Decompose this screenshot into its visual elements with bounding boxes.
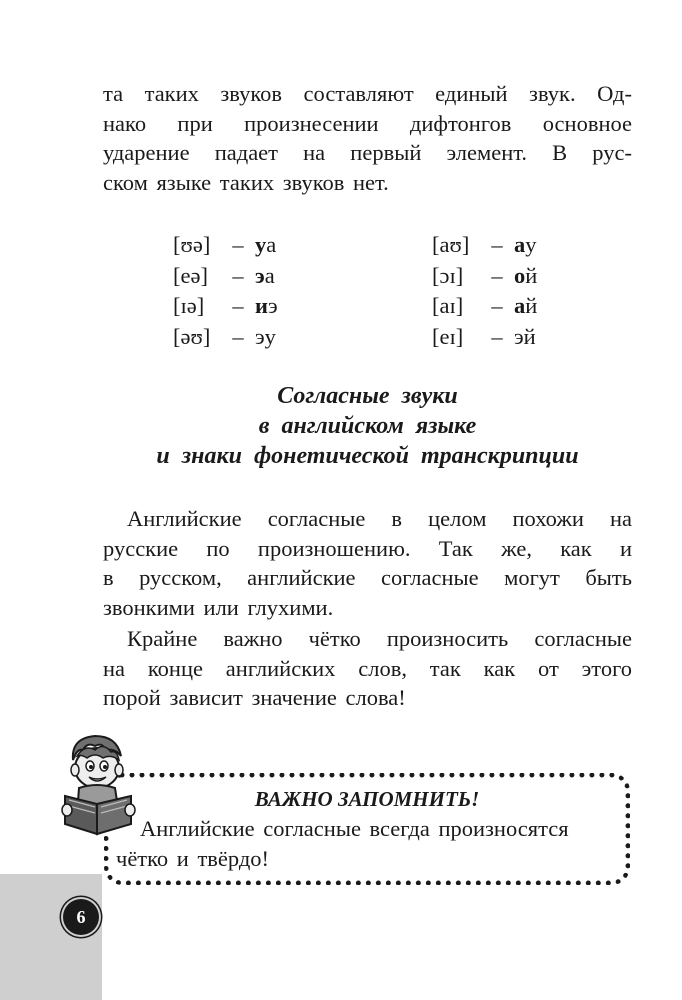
paragraph-diphthongs-end — [103, 79, 632, 197]
ipa-symbol: [ɔɪ] — [432, 262, 464, 288]
stressed-letter: о — [514, 262, 526, 288]
boy-reading-book-icon — [55, 730, 145, 840]
page-corner — [0, 874, 102, 1000]
diphthong-row — [173, 261, 278, 292]
unstressed-letters: й — [525, 293, 538, 318]
dash: – — [232, 293, 244, 318]
heading-line: Согласные звуки — [277, 383, 458, 409]
diphthong-row — [432, 291, 537, 322]
russian-equivalent — [255, 293, 278, 318]
unstressed-letters: й — [525, 262, 538, 288]
ipa-symbol: [eɪ] — [432, 323, 464, 349]
heading-line: в английском языке — [258, 413, 477, 439]
text-line: в русском, английские согласные могут быть — [103, 565, 632, 590]
stressed-letter: у — [255, 232, 267, 257]
diphthong-row — [173, 230, 278, 261]
diphthong-row — [432, 261, 537, 292]
dash: – — [491, 262, 503, 288]
diphthong-row — [173, 291, 278, 322]
stressed-letter: э — [255, 262, 265, 288]
paragraph-consonants — [103, 504, 632, 622]
text-line: та таких звуков составляют единый звук. Од- — [103, 81, 632, 106]
dash: – — [232, 262, 244, 288]
ipa-symbol: [ɪə] — [173, 293, 205, 318]
stressed-letter: а — [514, 293, 526, 318]
text-line: Английские согласные в целом похожи на — [127, 506, 632, 531]
dash: – — [491, 232, 503, 257]
dash: – — [232, 323, 244, 349]
unstressed-letters: а — [264, 262, 275, 288]
russian-equivalent — [514, 263, 537, 288]
diphthong-row — [432, 322, 537, 353]
text-line: звонкими или глухими. — [103, 594, 334, 620]
unstressed-letters: у — [525, 232, 537, 257]
text-line: Английские согласные всегда произносятся — [140, 816, 569, 841]
text-line: порой зависит значение слова! — [103, 685, 406, 710]
ipa-symbol: [eə] — [173, 262, 208, 288]
text-line: Крайне важно чётко произносить согласные — [127, 626, 632, 651]
diphthong-column-left — [173, 230, 278, 352]
unstressed-letters: эу — [255, 323, 276, 349]
unstressed-letters: эй — [514, 323, 536, 349]
ipa-symbol: [aɪ] — [432, 293, 464, 318]
russian-equivalent — [514, 293, 537, 318]
unstressed-letters: э — [267, 293, 278, 318]
heading-line: и знаки фонетической транскрипции — [156, 443, 579, 469]
note-title: ВАЖНО ЗАПОМНИТЬ! — [254, 787, 480, 811]
dash: – — [232, 232, 244, 257]
russian-equivalent — [514, 324, 536, 349]
unstressed-letters: а — [266, 232, 277, 257]
diphthong-row — [432, 230, 537, 261]
russian-equivalent — [514, 232, 537, 257]
ipa-symbol: [ʊə] — [173, 232, 211, 257]
section-heading — [103, 381, 632, 471]
text-line: ском языке таких звуков нет. — [103, 169, 389, 195]
note-text — [116, 814, 620, 873]
stressed-letter: а — [514, 232, 526, 257]
ipa-symbol: [aʊ] — [432, 232, 470, 257]
russian-equivalent — [255, 263, 275, 288]
text-line: ударение падает на первый элемент. В рус- — [103, 140, 632, 165]
text-line: нако при произнесении дифтонгов основное — [103, 110, 632, 136]
text-line: на конце английских слов, так как от этого — [103, 655, 632, 681]
stressed-letter: и — [255, 293, 268, 318]
dash: – — [491, 323, 503, 349]
page-number: 6 — [63, 899, 99, 935]
text-line: русские по произношению. Так же, как и — [103, 535, 632, 561]
paragraph-important — [103, 624, 632, 713]
diphthong-row — [173, 322, 278, 353]
diphthong-column-right — [432, 230, 537, 352]
dash: – — [491, 293, 503, 318]
ipa-symbol: [əʊ] — [173, 323, 211, 349]
russian-equivalent — [255, 324, 276, 349]
russian-equivalent — [255, 232, 276, 257]
text-line: чётко и твёрдо! — [116, 845, 270, 871]
